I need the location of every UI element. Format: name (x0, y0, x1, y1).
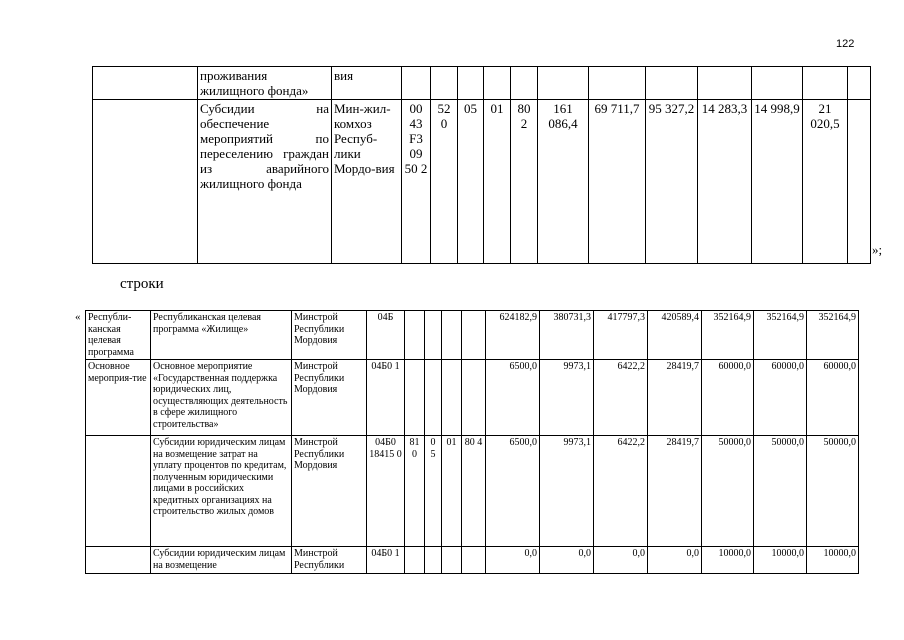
value-cell (646, 67, 698, 100)
opening-quote: « (75, 311, 81, 323)
value-cell: 60000,0 (702, 360, 754, 436)
closing-quote: »; (872, 242, 883, 257)
row-name: Республиканская целевая программа «Жилище» (151, 311, 292, 360)
code-cell (442, 360, 462, 436)
value-cell: 352164,9 (702, 311, 754, 360)
value-cell: 50000,0 (754, 436, 807, 547)
table-row (86, 360, 859, 436)
row-name: проживания жилищного фонда» (198, 67, 332, 100)
value-cell: 9973,1 (540, 360, 594, 436)
row-name: Субсидии юридическим лицам на возмещение (151, 547, 292, 574)
code-cell: 01 (484, 100, 511, 264)
row-status (86, 547, 151, 574)
code-cell (425, 360, 442, 436)
code-cell: 04Б (367, 311, 405, 360)
code-cell (402, 67, 431, 100)
row-org: вия (332, 67, 402, 100)
value-cell: 380731,3 (540, 311, 594, 360)
value-cell: 95 327,2 (646, 100, 698, 264)
value-cell: 14 998,9 (752, 100, 803, 264)
row-name: Основное мероприятие «Государственная поддержка юридических лиц, осуществляющих деятельность в сфере жилищного строительства» (151, 360, 292, 436)
value-cell: 50000,0 (807, 436, 859, 547)
code-cell: 52 0 (431, 100, 458, 264)
value-cell: 624182,9 (486, 311, 540, 360)
code-cell (431, 67, 458, 100)
value-cell: 28419,7 (648, 436, 702, 547)
code-cell (442, 311, 462, 360)
code-cell: 04Б0 1 (367, 547, 405, 574)
section-label: строки (120, 276, 164, 292)
row-org: Минстрой Республики Мордовия (292, 360, 367, 436)
row-name: Субсидии юридическим лицам на возмещение затрат на уплату процентов по кредитам, полученным юридическими лицами в российских кредитных организациях на строительство жилых домов (151, 436, 292, 547)
value-cell: 6500,0 (486, 360, 540, 436)
page-number: 122 (836, 38, 855, 50)
value-cell: 6422,2 (594, 360, 648, 436)
row-org: Минстрой Республики Мордовия (292, 436, 367, 547)
value-cell (538, 67, 589, 100)
value-cell: 6422,2 (594, 436, 648, 547)
value-cell: 6500,0 (486, 436, 540, 547)
code-cell (462, 547, 486, 574)
value-cell: 21 020,5 (803, 100, 848, 264)
code-cell (425, 547, 442, 574)
value-cell (698, 67, 752, 100)
table-row (93, 100, 871, 264)
code-cell (442, 547, 462, 574)
value-cell: 161 086,4 (538, 100, 589, 264)
row-status (86, 436, 151, 547)
code-cell: 80 4 (462, 436, 486, 547)
value-cell: 0,0 (486, 547, 540, 574)
code-cell (511, 67, 538, 100)
code-cell: 81 0 (405, 436, 425, 547)
code-cell (458, 67, 484, 100)
code-cell (405, 360, 425, 436)
budget-table-previous (92, 66, 871, 264)
code-cell (462, 360, 486, 436)
value-cell: 14 283,3 (698, 100, 752, 264)
row-status: Основное мероприя-тие (86, 360, 151, 436)
code-cell: 04Б0 1 (367, 360, 405, 436)
value-cell: 50000,0 (702, 436, 754, 547)
code-cell (425, 311, 442, 360)
code-cell (405, 311, 425, 360)
value-cell: 0,0 (648, 547, 702, 574)
value-cell: 28419,7 (648, 360, 702, 436)
value-cell: 0,0 (540, 547, 594, 574)
table-row (86, 547, 859, 574)
value-cell: 420589,4 (648, 311, 702, 360)
row-org: Минстрой Республики Мордовия (292, 311, 367, 360)
table-row (86, 436, 859, 547)
code-cell: 01 (442, 436, 462, 547)
code-cell: 04Б0 18415 0 (367, 436, 405, 547)
row-org: Мин-жил-комхоз Респуб-лики Мордо-вия (332, 100, 402, 264)
value-cell: 10000,0 (754, 547, 807, 574)
code-cell: 05 (458, 100, 484, 264)
value-cell: 10000,0 (702, 547, 754, 574)
code-cell (484, 67, 511, 100)
value-cell: 352164,9 (807, 311, 859, 360)
value-cell: 0,0 (594, 547, 648, 574)
value-cell: 417797,3 (594, 311, 648, 360)
value-cell: 60000,0 (754, 360, 807, 436)
row-status: Республи-канская целевая программа (86, 311, 151, 360)
table-row (86, 311, 859, 360)
value-cell: 69 711,7 (589, 100, 646, 264)
code-cell: 00 43 F3 09 50 2 (402, 100, 431, 264)
row-org: Минстрой Республики (292, 547, 367, 574)
row-name: Субсидии на обеспечение мероприятий по переселению граждан из аварийного жилищного фонда (198, 100, 332, 264)
table-row (93, 67, 871, 100)
value-cell: 352164,9 (754, 311, 807, 360)
value-cell: 10000,0 (807, 547, 859, 574)
budget-table-rows (85, 310, 859, 574)
value-cell (803, 67, 848, 100)
value-cell: 9973,1 (540, 436, 594, 547)
value-cell: 60000,0 (807, 360, 859, 436)
value-cell (589, 67, 646, 100)
code-cell (405, 547, 425, 574)
code-cell: 0 5 (425, 436, 442, 547)
code-cell: 80 2 (511, 100, 538, 264)
value-cell (752, 67, 803, 100)
code-cell (462, 311, 486, 360)
